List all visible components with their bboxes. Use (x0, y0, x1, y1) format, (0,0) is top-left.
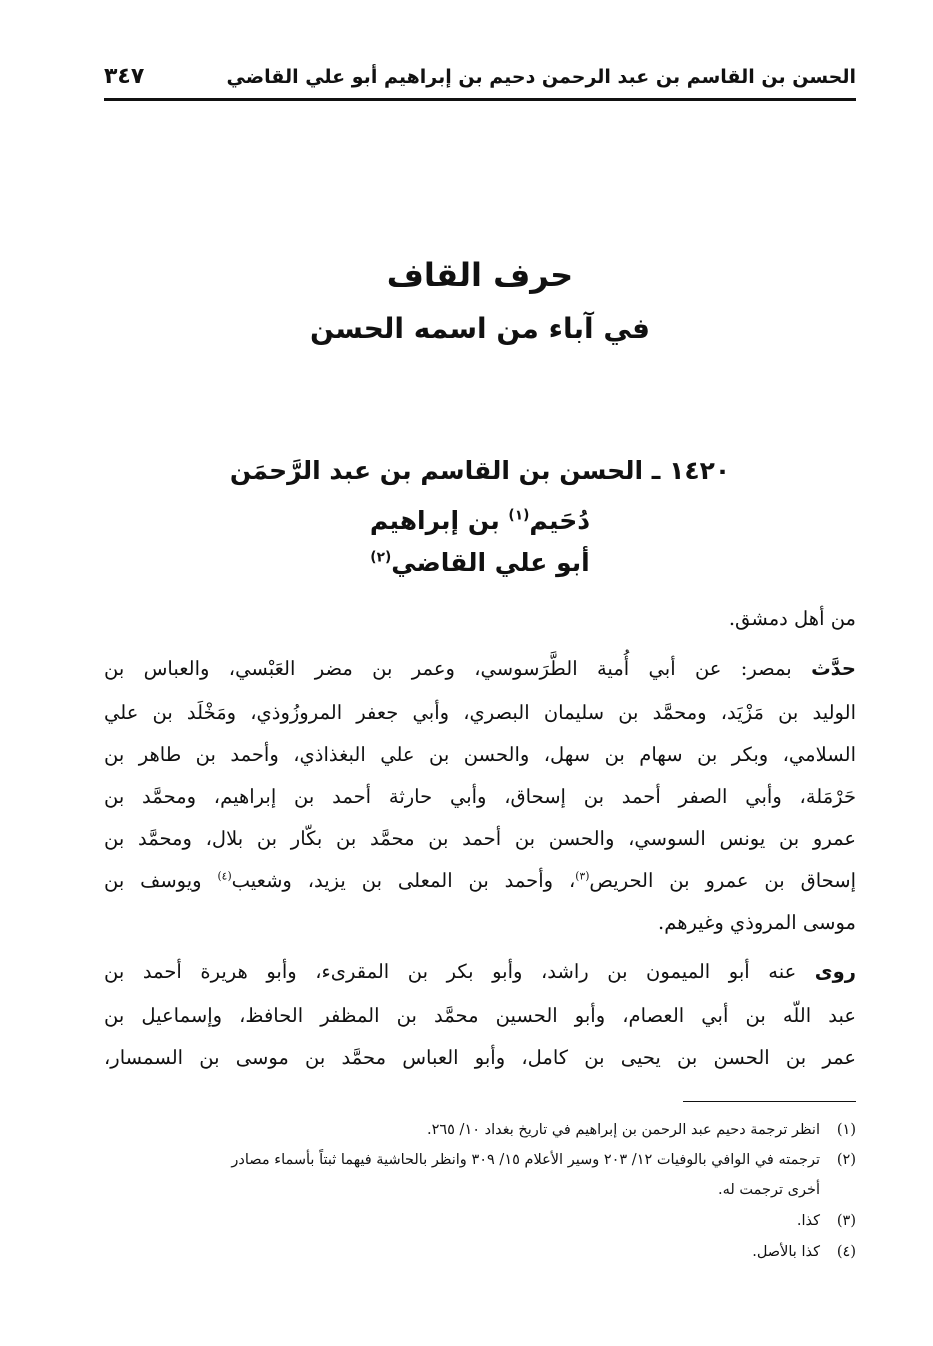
entry-heading-line-2 (104, 506, 856, 535)
entry-kunya: أبو علي القاضي (391, 548, 590, 577)
footnote-1-text: انظر ترجمة دحيم عبد الرحمن بن إبراهيم في تاريخ بغداد ١٠/ ٢٦٥. (426, 1122, 820, 1138)
footnote-3-number: (٣) (836, 1213, 856, 1229)
body-line-6-b: ، وأحمد بن المعلى بن يزيد، وشعيب (231, 869, 576, 892)
body-line-6-a: إسحاق بن عمرو بن الحريص (589, 869, 856, 892)
footnote-1-number: (١) (836, 1122, 856, 1138)
subsection-title: في آباء من اسمه الحسن (310, 312, 650, 345)
rawa-line-1-text: عنه أبو الميمون بن راشد، وأبو بكر بن المقرىء، وأبو هريرة أحمد بن (104, 960, 815, 983)
page-header (104, 62, 856, 101)
footnote-ref-4[interactable]: (٤) (217, 869, 232, 883)
body-line-6-c: ويوسف بن (104, 869, 218, 892)
body-line-2: الوليد بن مَزْيَد، ومحمَّد بن سليمان البصري، وأبي جعفر المروزُوذي، ومَخْلَد بن علي (104, 701, 856, 724)
footnote-2-text: ترجمته في الوافي بالوفيات ١٢/ ٢٠٣ وسير الأعلام ١٥/ ٣٠٩ وانظر بالحاشية فيهما ثبتاً بأسماء مصادر (231, 1152, 820, 1168)
footnote-2-number: (٢) (836, 1152, 856, 1168)
body-line-3: السلامي، وبكر بن سهام بن سهل، والحسن بن علي البغذاذي، وأحمد بن طاهر بن (104, 743, 856, 766)
footnote-ref-3[interactable]: (٣) (575, 869, 590, 883)
body-line-5: عمرو بن يونس السوسي، والحسن بن أحمد بن محمَّد بن بكّار بن بلال، ومحمَّد بن (104, 827, 856, 850)
body-line-1-text: بمصر: عن أبي أُمية الطَّرَسوسي، وعمر بن مضر العَبْسي، والعباس بن (104, 657, 812, 680)
body-line-7: موسى المروذي وغيرهم. (658, 911, 856, 934)
entry-heading-line-1: ١٤٢٠ ـ الحسن بن القاسم بن عبد الرَّحمَن (229, 456, 731, 485)
rawa-line-2: عبد اللّه بن أبي العصام، وأبو الحسين محمَّد بن المظفر الحافظ، وإسماعيل بن (104, 1004, 856, 1027)
footnote-separator (683, 1101, 856, 1102)
body-line-4: حَرْمَلة، وأبي الصفر أحمد بن إسحاق، وأبي حارثة أحمد بن إبراهيم، ومحمَّد بن (104, 785, 856, 808)
body-line-6 (104, 869, 856, 893)
rawa-keyword: روى (814, 960, 856, 983)
body-origin: من أهل دمشق. (728, 607, 856, 630)
footnote-2-text-cont: أخرى ترجمت له. (718, 1182, 820, 1198)
rawa-line-3: عمر بن الحسن بن يحيى بن كامل، وأبو العباس محمَّد بن موسى بن السمسار، (104, 1046, 856, 1069)
entry-name-rest: بن إبراهيم (369, 506, 509, 535)
haddatha-keyword: حدَّث (811, 657, 856, 680)
footnote-ref-1[interactable]: (١) (508, 507, 530, 524)
footnote-4-number: (٤) (836, 1244, 856, 1260)
entry-name: دُحَيم (529, 506, 591, 535)
section-title: حرف القاف (386, 256, 574, 294)
entry-heading-line-3 (104, 548, 856, 577)
running-title: الحسن بن القاسم بن عبد الرحمن دحيم بن إبراهيم أبو علي القاضي (226, 66, 856, 88)
footnote-ref-2[interactable]: (٢) (370, 549, 392, 566)
page-number: ٣٤٧ (104, 64, 145, 89)
footnote-4-text: كذا بالأصل. (752, 1244, 820, 1260)
rawa-line-1 (104, 960, 856, 984)
footnote-3-text: كذا. (796, 1213, 820, 1229)
body-line-1 (104, 657, 856, 681)
